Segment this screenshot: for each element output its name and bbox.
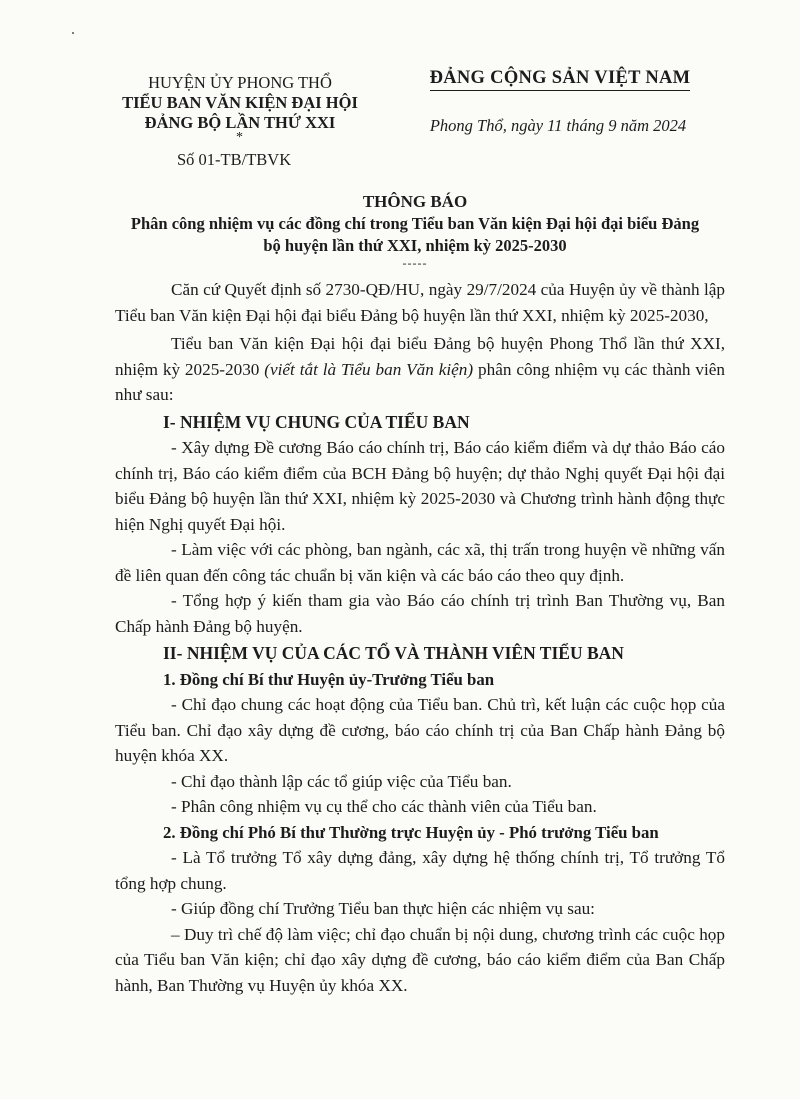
- title-sub-line-1: Phân công nhiệm vụ các đồng chí trong Tiểu ban Văn kiện Đại hội đại biểu Đảng: [130, 214, 700, 233]
- party-name: ĐẢNG CỘNG SẢN VIỆT NAM: [430, 68, 691, 91]
- org-line-2: TIỂU BAN VĂN KIỆN ĐẠI HỘI: [122, 93, 358, 112]
- section-1-item-2: - Làm việc với các phòng, ban ngành, các xã, thị trấn trong huyện về những vấn đề liên quan đến công tác chuẩn bị văn kiện và các báo cáo theo quy định.: [115, 540, 725, 585]
- section-1-item-1: - Xây dựng Đề cương Báo cáo chính trị, Báo cáo kiểm điểm và dự thảo Báo cáo chính trị, Báo cáo kiểm điểm của BCH Đảng bộ huyện; dự thảo Nghị quyết Đại hội đại biểu Đảng bộ huyện lần thứ XXI, nhiệm kỳ 2025-2030 và Chương trình hành động thực hiện Nghị quyết Đại hội.: [115, 438, 725, 534]
- scan-speck: [72, 32, 74, 34]
- subsection-2-item-3: – Duy trì chế độ làm việc; chỉ đạo chuẩn bị nội dung, chương trình các cuộc họp của Tiểu ban Văn kiện; chỉ đạo xây dựng đề cương, báo cáo kiểm điểm của Ban Chấp hành, Ban Thường vụ Huyện ủy khóa XX.: [115, 924, 725, 995]
- party-heading: [410, 68, 710, 91]
- title-main: THÔNG BÁO: [362, 192, 468, 211]
- title-divider: -----: [402, 256, 428, 270]
- paragraph-assignment: [115, 331, 725, 408]
- document-number: Số 01-TB/TBVK: [177, 150, 292, 169]
- subsection-2-item-1: - Là Tổ trưởng Tổ xây dựng đảng, xây dựng hệ thống chính trị, Tổ trưởng Tổ tổng hợp chung.: [115, 848, 725, 893]
- assignment-abbrev: (viết tắt là Tiểu ban Văn kiện): [264, 359, 474, 379]
- title-sub-line-2: bộ huyện lần thứ XXI, nhiệm kỳ 2025-2030: [263, 236, 567, 255]
- paragraph-basis: Căn cứ Quyết định số 2730-QĐ/HU, ngày 29/7/2024 của Huyện ủy về thành lập Tiểu ban Văn kiện Đại hội đại biểu Đảng bộ huyện lần thứ XXI, nhiệm kỳ 2025-2030,: [115, 280, 725, 325]
- org-line-3: ĐẢNG BỘ LẦN THỨ XXI: [144, 113, 336, 132]
- subsection-1-item-1: - Chỉ đạo chung các hoạt động của Tiểu ban. Chủ trì, kết luận các cuộc họp của Tiểu ban. Chỉ đạo xây dựng đề cương, báo cáo chính trị của Ban Chấp hành Đảng bộ huyện khóa XX.: [115, 695, 725, 765]
- header-star: *: [236, 130, 243, 145]
- document-body: [115, 277, 725, 998]
- subsection-2-item-2: - Giúp đồng chí Trưởng Tiểu ban thực hiện các nhiệm vụ sau:: [171, 899, 595, 918]
- subsection-1-item-2: - Chỉ đạo thành lập các tổ giúp việc của Tiểu ban.: [171, 771, 512, 791]
- section-1-heading: I- NHIỆM VỤ CHUNG CỦA TIỂU BAN: [163, 411, 470, 432]
- assignment-text-c: phân công nhiệm vụ các thành viên như sau:: [115, 359, 725, 404]
- subsection-1-heading: 1. Đồng chí Bí thư Huyện ủy-Trưởng Tiểu ban: [163, 669, 495, 689]
- section-1-item-3: - Tổng hợp ý kiến tham gia vào Báo cáo chính trị trình Ban Thường vụ, Ban Chấp hành Đảng bộ huyện.: [115, 591, 725, 636]
- org-line-1: HUYỆN ỦY PHONG THỔ: [148, 73, 332, 92]
- place-date: Phong Thổ, ngày 11 tháng 9 năm 2024: [429, 116, 687, 135]
- section-2-heading: II- NHIỆM VỤ CỦA CÁC TỔ VÀ THÀNH VIÊN TIỂU BAN: [163, 643, 624, 663]
- document-title: [120, 191, 710, 257]
- issuing-organization: [120, 73, 360, 133]
- assignment-text-a: Tiểu ban Văn kiện Đại hội đại biểu Đảng bộ huyện Phong Thổ lần thứ XXI, nhiệm kỳ 2025-2030: [115, 334, 725, 379]
- subsection-1-item-3: - Phân công nhiệm vụ cụ thể cho các thành viên của Tiểu ban.: [171, 797, 597, 816]
- subsection-2-heading: 2. Đồng chí Phó Bí thư Thường trực Huyện ủy - Phó trưởng Tiểu ban: [163, 822, 659, 842]
